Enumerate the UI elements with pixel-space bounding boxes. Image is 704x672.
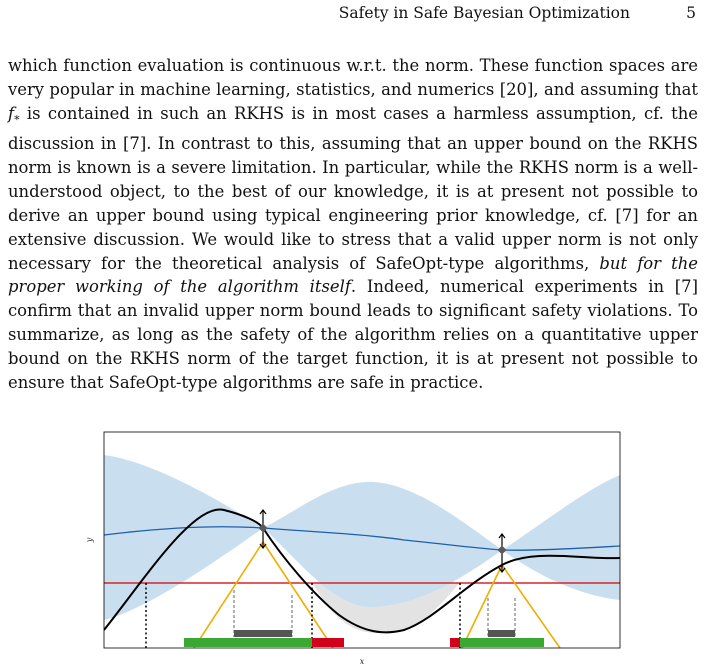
- y-axis-label: y: [85, 537, 94, 543]
- figure-svg: [84, 430, 624, 670]
- safe-set-bar-left: [184, 638, 312, 647]
- emphasis-text: but for the proper working of the algorithm itself: [8, 253, 699, 297]
- paragraph-text: [8, 54, 698, 395]
- text-segment-1: which function evaluation is continuous w.r.t. the norm. These function spaces are very popular in machine learning, statistics, and numerics [20], and assuming that: [8, 56, 698, 99]
- expander-bar-left: [234, 630, 292, 637]
- unsafe-bar-left: [312, 638, 344, 647]
- math-f-star: $f_*$: [8, 103, 20, 127]
- text-segment-3: . Indeed, numerical experiments in [7] confirm that an invalid upper norm bound leads to significant safety violations. To summarize, as long as the safety of the algorithm relies on a quantitative upper bound on the RKHS norm of the target function, it is at present not possible to ensure that SafeOpt-type algorithms are safe in practice.: [8, 277, 698, 393]
- page-header: [0, 4, 704, 26]
- unsafe-bar-right: [450, 638, 460, 647]
- expander-bar-right: [488, 630, 515, 637]
- safe-set-bar-right: [460, 638, 544, 647]
- x-axis-label: x: [359, 657, 365, 666]
- page-number: 5: [686, 4, 696, 22]
- running-title: Safety in Safe Bayesian Optimization: [338, 4, 630, 22]
- body-paragraph: [8, 54, 698, 395]
- figure: [84, 430, 624, 670]
- text-segment-2: is contained in such an RKHS is in most cases a harmless assumption, cf. the discussion in [7]. In contrast to this, assuming that an upper bound on the RKHS norm is known is a severe limitation. In particular, while the RKHS norm is a well-understood object, to the best of our knowledge, it is at present not possible to derive an upper bound using typical engineering prior knowledge, cf. [7] for an extensive discussion. We would like to stress that a valid upper norm is not only necessary for the theoretical analysis of SafeOpt-type algorithms,: [8, 103, 698, 273]
